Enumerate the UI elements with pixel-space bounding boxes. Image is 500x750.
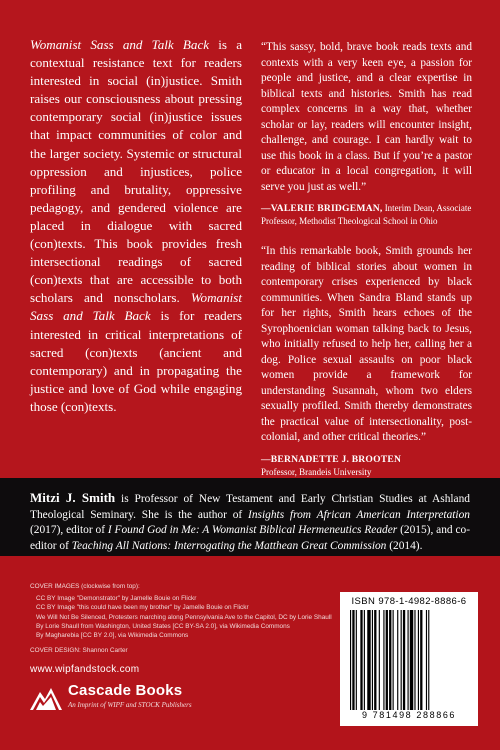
endorsement-quote: “In this remarkable book, Smith grounds her reading of biblical stories about women in contemporary crises experienced by black communities. When Sandra Bland stands up for her rights, Smith hears echoes of the Syrophoenician woman talking back to Jesus, who initially refused to help her, calling her a dog. Police sexual assaults on poor black women provide a framework for understanding Susannah, whom two elders sexually profiled. Smith thereby demonstrates the practical value of intersectionality, post-colonial, and other critical theories.” [261, 245, 472, 443]
endorser-name: —VALERIE BRIDGEMAN, [261, 203, 383, 214]
mountain-logo-icon [30, 684, 62, 712]
image-credits [30, 582, 350, 655]
book-title: Womanist Sass and Talk Back [30, 290, 242, 324]
author-name: Mitzi J. Smith [30, 490, 116, 505]
bio-book-title: I Found God in Me: A Womanist Biblical Hermeneutics Reader [107, 524, 398, 537]
endorsement-quote: “This sassy, bold, brave book reads texts and contexts with a very keen eye, a passion for people and justice, and a clear expertise in biblical texts and histories. Smith has read complex concerns in a way that, whether scholar or lay, readers will encounter insight, challenge, and courage. I can hardly wait to use this book in a class. But if you’re a pastor or educator in a local congregation, it will serve you just as well.” [261, 41, 472, 193]
isbn-barcode [340, 592, 478, 726]
book-title: Womanist Sass and Talk Back [30, 37, 210, 52]
endorser-role: Professor, Brandeis University [261, 466, 372, 477]
author-bio [0, 478, 500, 556]
description-text: is for readers interested in critical interpretations of sacred (con)texts (ancient and contemporary) and in propagating the justice and love of God while engaging those (con)texts. [30, 308, 242, 414]
endorsement [261, 244, 472, 479]
endorsement-attribution [261, 202, 472, 228]
endorsement-attribution [261, 453, 472, 479]
bio-text: (2015), and co-editor of [30, 524, 470, 552]
publisher-name: Cascade Books [68, 682, 183, 699]
bio-text: (2014). [386, 539, 423, 552]
credit-line: We Will Not Be Silenced, Protesters marching along Pennsylvania Ave to the Capitol, DC by Lorie Shaull [36, 613, 332, 621]
barcode-icon [348, 610, 470, 710]
cover-design-credit: COVER DESIGN: Shannon Carter [30, 647, 128, 655]
publisher-website: www.wipfandstock.com [30, 664, 140, 675]
isbn-label: ISBN 978-1-4982-8886-6 [351, 596, 467, 607]
endorsements [261, 40, 472, 479]
bio-text: is Professor of New Testament and Early Christian Studies at Ashland Theological Seminary. She is the author of [30, 493, 470, 521]
bio-book-title: Insights from African American Interpretation [248, 508, 470, 521]
book-description [30, 36, 242, 416]
bio-book-title: Teaching All Nations: Interrogating the Matthean Great Commission [71, 539, 387, 552]
barcode-digits: 9 781498 288866 [361, 710, 457, 720]
description-text: is a contextual resistance text for readers interested in social (in)justice. Smith raises our consciousness about pressing contemporary social (in)justice issues that impact communities of color and the larger society. Systemic or structural oppression and injustices, police profiling and brutality, oppressive pedagogy, and gendered violence are placed in dialogue with sacred (con)texts. This book provides fresh intersectional readings of sacred (con)texts that are accessible to both scholars and nonscholars. [30, 37, 243, 306]
publisher-tagline: An Imprint of WIPF and STOCK Publishers [68, 701, 192, 709]
credit-line: By Lorie Shaull from Washington, United States [CC BY-SA 2.0], via Wikimedia Commons [36, 622, 290, 630]
endorsement [261, 40, 472, 228]
publisher-logo [30, 680, 230, 720]
credit-line: By Magharebia [CC BY 2.0], via Wikimedia Commons [36, 632, 189, 640]
credits-header: COVER IMAGES (clockwise from top): [30, 583, 140, 590]
credit-line: CC BY Image "this could have been my brother" by Jamelle Bouie on Flickr [36, 604, 249, 612]
credit-line: CC BY Image "Demonstrator" by Jamelle Bouie on Flickr [36, 595, 197, 603]
endorser-name: —BERNADETTE J. BROOTEN [261, 453, 402, 465]
endorser-role: Interim Dean, Associate Professor, Methodist Theological School in Ohio [261, 203, 472, 226]
bio-text: (2017), editor of [30, 524, 108, 537]
back-cover-bottom [0, 556, 500, 750]
